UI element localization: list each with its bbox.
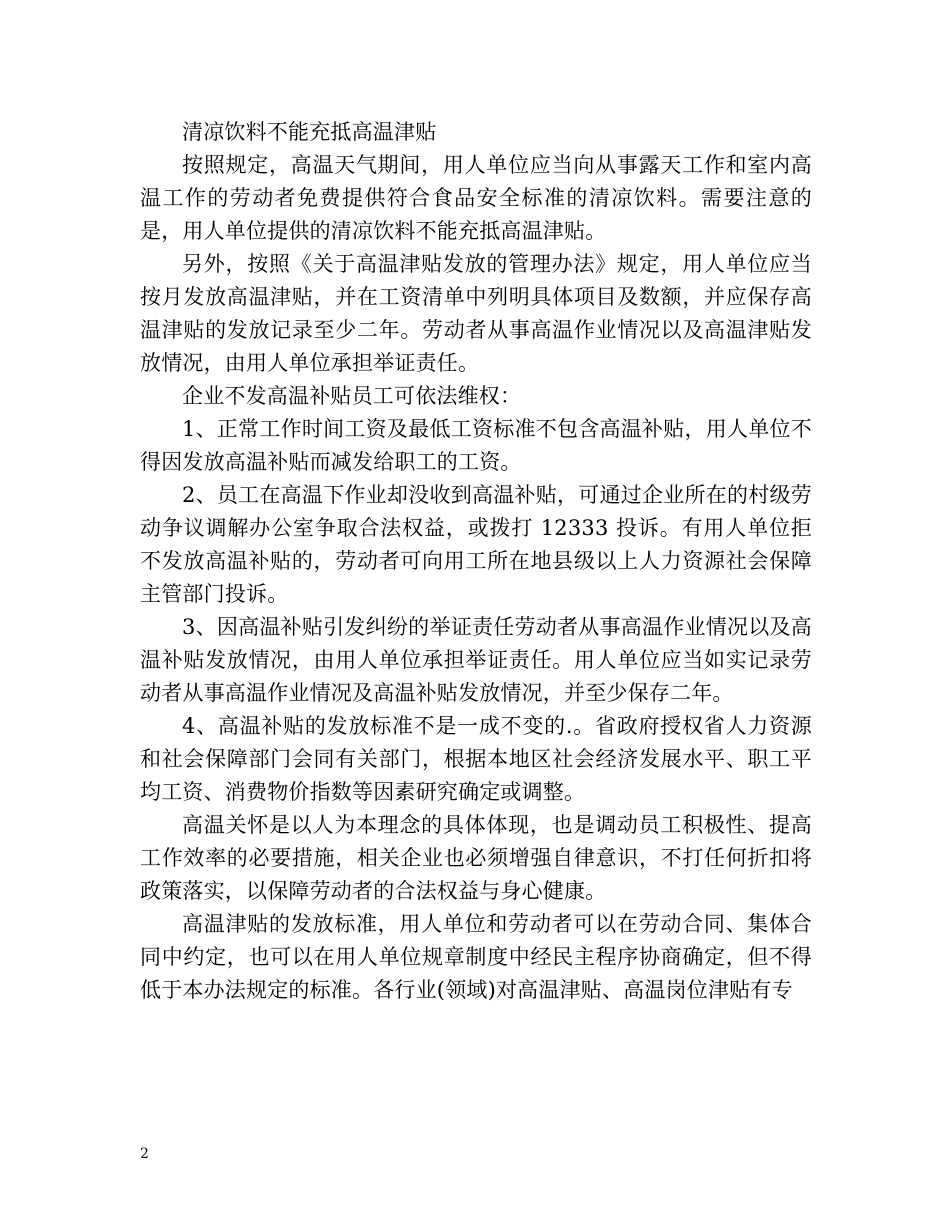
document-body: [140, 116, 812, 1007]
list-item: 3、因高温补贴引发纠纷的举证责任劳动者从事高温作业情况以及高温补贴发放情况，由用人单位承担举证责任。用人单位应当如实记录劳动者从事高温作业情况及高温补贴发放情况，并至少保存二年。: [140, 615, 812, 705]
paragraph: 企业不发高温补贴员工可依法维权：: [182, 384, 522, 408]
paragraph: 另外，按照《关于高温津贴发放的管理办法》规定，用人单位应当按月发放高温津贴，并在工资清单中列明具体项目及数额，并应保存高温津贴的发放记录至少二年。劳动者从事高温作业情况以及高温津贴发放情况，由用人单位承担举证责任。: [140, 252, 812, 375]
paragraph: 高温关怀是以人为本理念的具体体现，也是调动员工积极性、提高工作效率的必要措施，相关企业也必须增强自律意识，不打任何折扣将政策落实，以保障劳动者的合法权益与身心健康。: [140, 813, 812, 903]
paragraph-heading: 清凉饮料不能充抵高温津贴: [182, 120, 437, 144]
paragraph: 按照规定，高温天气期间，用人单位应当向从事露天工作和室内高温工作的劳动者免费提供符合食品安全标准的清凉饮料。需要注意的是，用人单位提供的清凉饮料不能充抵高温津贴。: [140, 153, 812, 243]
list-item: 4、高温补贴的发放标准不是一成不变的.。省政府授权省人力资源和社会保障部门会同有关部门，根据本地区社会经济发展水平、职工平均工资、消费物价指数等因素研究确定或调整。: [140, 714, 812, 804]
list-item: 1、正常工作时间工资及最低工资标准不包含高温补贴，用人单位不得因发放高温补贴而减发给职工的工资。: [140, 417, 812, 474]
paragraph: 高温津贴的发放标准，用人单位和劳动者可以在劳动合同、集体合同中约定，也可以在用人单位规章制度中经民主程序协商确定，但不得低于本办法规定的标准。各行业(领域)对高温津贴、高温岗位津贴有专: [140, 912, 812, 1002]
page-number: 2: [140, 1146, 149, 1162]
list-item: 2、员工在高温下作业却没收到高温补贴，可通过企业所在的村级劳动争议调解办公室争取合法权益，或拨打 12333 投诉。有用人单位拒不发放高温补贴的，劳动者可向用工所在地县级以上人力资源社会保障主管部门投诉。: [140, 483, 812, 606]
